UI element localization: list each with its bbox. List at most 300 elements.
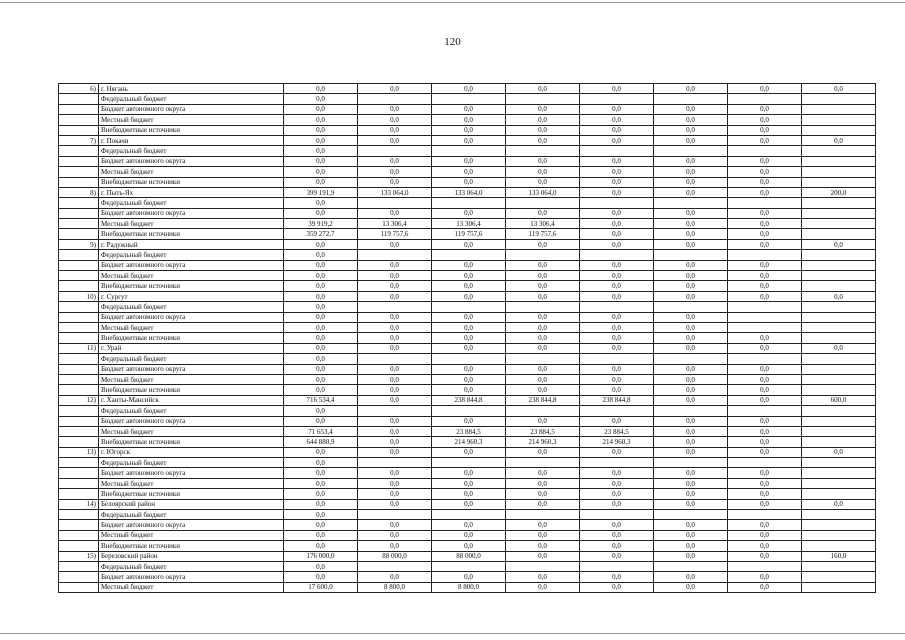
value-cell [802, 572, 876, 582]
value-cell: 0,0 [654, 385, 728, 395]
table-row [59, 489, 876, 499]
value-cell: 0,0 [358, 167, 432, 177]
value-cell: 0,0 [506, 177, 580, 187]
row-number-cell [59, 582, 99, 592]
value-cell: 13 306,4 [506, 219, 580, 229]
value-cell: 0,0 [358, 478, 432, 488]
value-cell: 0,0 [432, 343, 506, 353]
value-cell: 23 884,5 [580, 426, 654, 436]
value-cell [728, 561, 802, 571]
value-cell: 0,0 [654, 520, 728, 530]
value-cell: 0,0 [728, 260, 802, 270]
value-cell [802, 582, 876, 592]
value-cell: 0,0 [358, 104, 432, 114]
table-row [59, 478, 876, 488]
value-cell: 0,0 [728, 333, 802, 343]
value-cell: 0,0 [580, 312, 654, 322]
value-cell: 0,0 [728, 135, 802, 145]
value-cell: 0,0 [506, 572, 580, 582]
value-cell [432, 250, 506, 260]
value-cell: 0,0 [728, 208, 802, 218]
value-cell: 0,0 [432, 530, 506, 540]
value-cell: 0,0 [284, 146, 358, 156]
value-cell: 0,0 [506, 541, 580, 551]
value-cell: 0,0 [580, 322, 654, 332]
value-cell [802, 125, 876, 135]
value-cell: 0,0 [284, 84, 358, 94]
table-row [59, 135, 876, 145]
value-cell: 133 064,0 [432, 187, 506, 197]
table-row [59, 354, 876, 364]
row-number-cell [59, 302, 99, 312]
value-cell: 0,0 [506, 125, 580, 135]
value-cell: 0,0 [432, 239, 506, 249]
value-cell [580, 94, 654, 104]
value-cell: 133 064,0 [506, 187, 580, 197]
row-name-cell: Внебюджетные источники [99, 437, 284, 447]
row-name-cell: Федеральный бюджет [99, 561, 284, 571]
table-row [59, 385, 876, 395]
table-row [59, 167, 876, 177]
row-name-cell: Местный бюджет [99, 167, 284, 177]
value-cell: 0,0 [728, 343, 802, 353]
row-name-cell: г. Югорск [99, 447, 284, 457]
row-name-cell: Местный бюджет [99, 322, 284, 332]
row-name-cell: Федеральный бюджет [99, 250, 284, 260]
value-cell [728, 322, 802, 332]
value-cell: 0,0 [728, 541, 802, 551]
table-row [59, 250, 876, 260]
row-number-cell [59, 229, 99, 239]
table-row [59, 447, 876, 457]
value-cell: 214 960,3 [432, 437, 506, 447]
value-cell: 0,0 [580, 135, 654, 145]
value-cell: 0,0 [358, 468, 432, 478]
row-name-cell: Местный бюджет [99, 530, 284, 540]
value-cell: 0,0 [654, 322, 728, 332]
value-cell: 0,0 [284, 135, 358, 145]
value-cell: 0,0 [580, 489, 654, 499]
value-cell [802, 312, 876, 322]
value-cell: 0,0 [728, 271, 802, 281]
value-cell: 0,0 [728, 104, 802, 114]
value-cell [358, 302, 432, 312]
value-cell [728, 198, 802, 208]
value-cell: 0,0 [728, 437, 802, 447]
value-cell: 238 844,8 [432, 395, 506, 405]
value-cell [654, 146, 728, 156]
row-number-cell [59, 104, 99, 114]
table-row [59, 541, 876, 551]
row-number-cell: 12) [59, 395, 99, 405]
value-cell [580, 302, 654, 312]
value-cell: 0,0 [580, 343, 654, 353]
value-cell: 0,0 [358, 374, 432, 384]
value-cell: 600,0 [802, 395, 876, 405]
value-cell: 0,0 [654, 416, 728, 426]
value-cell: 0,0 [358, 499, 432, 509]
value-cell [654, 94, 728, 104]
value-cell [506, 406, 580, 416]
value-cell: 0,0 [506, 551, 580, 561]
value-cell: 0,0 [728, 385, 802, 395]
value-cell [358, 458, 432, 468]
table-row [59, 510, 876, 520]
value-cell: 0,0 [432, 156, 506, 166]
value-cell [506, 198, 580, 208]
value-cell: 0,0 [654, 426, 728, 436]
value-cell [580, 406, 654, 416]
row-name-cell: Внебюджетные источники [99, 541, 284, 551]
table-row [59, 561, 876, 571]
value-cell: 0,0 [506, 156, 580, 166]
value-cell: 0,0 [802, 447, 876, 457]
table-row [59, 572, 876, 582]
value-cell [802, 426, 876, 436]
value-cell: 0,0 [728, 239, 802, 249]
row-name-cell: Внебюджетные источники [99, 333, 284, 343]
value-cell: 0,0 [728, 125, 802, 135]
value-cell: 0,0 [728, 167, 802, 177]
value-cell: 0,0 [728, 84, 802, 94]
value-cell: 0,0 [432, 281, 506, 291]
value-cell [358, 561, 432, 571]
value-cell: 0,0 [284, 115, 358, 125]
value-cell: 0,0 [654, 156, 728, 166]
row-name-cell: Бюджет автономного округа [99, 104, 284, 114]
value-cell: 0,0 [432, 447, 506, 457]
row-number-cell [59, 333, 99, 343]
row-name-cell: Внебюджетные источники [99, 489, 284, 499]
row-name-cell: г. Пыть-Ях [99, 187, 284, 197]
table-row [59, 156, 876, 166]
value-cell: 0,0 [802, 135, 876, 145]
row-number-cell: 7) [59, 135, 99, 145]
value-cell: 0,0 [728, 499, 802, 509]
value-cell: 0,0 [654, 343, 728, 353]
value-cell: 0,0 [284, 167, 358, 177]
value-cell [802, 229, 876, 239]
value-cell: 0,0 [728, 489, 802, 499]
row-name-cell: Внебюджетные источники [99, 125, 284, 135]
value-cell: 0,0 [358, 541, 432, 551]
value-cell: 23 884,5 [432, 426, 506, 436]
value-cell: 0,0 [506, 530, 580, 540]
value-cell: 0,0 [654, 333, 728, 343]
row-number-cell [59, 561, 99, 571]
value-cell: 0,0 [284, 530, 358, 540]
value-cell: 0,0 [580, 530, 654, 540]
value-cell: 0,0 [506, 385, 580, 395]
table-row [59, 426, 876, 436]
value-cell: 0,0 [580, 520, 654, 530]
row-number-cell [59, 208, 99, 218]
value-cell: 0,0 [358, 312, 432, 322]
value-cell: 0,0 [432, 84, 506, 94]
value-cell: 0,0 [728, 468, 802, 478]
row-number-cell: 6) [59, 84, 99, 94]
value-cell: 0,0 [654, 478, 728, 488]
table-row [59, 229, 876, 239]
value-cell [506, 354, 580, 364]
value-cell: 0,0 [432, 416, 506, 426]
value-cell: 0,0 [580, 291, 654, 301]
value-cell: 0,0 [802, 291, 876, 301]
value-cell: 0,0 [358, 125, 432, 135]
value-cell [728, 354, 802, 364]
value-cell: 0,0 [654, 499, 728, 509]
value-cell [802, 322, 876, 332]
value-cell: 0,0 [358, 489, 432, 499]
value-cell: 0,0 [580, 333, 654, 343]
table-row [59, 291, 876, 301]
row-number-cell: 13) [59, 447, 99, 457]
value-cell: 39 919,2 [284, 219, 358, 229]
value-cell [802, 281, 876, 291]
row-name-cell: Бюджет автономного округа [99, 572, 284, 582]
value-cell: 0,0 [284, 343, 358, 353]
table-row [59, 104, 876, 114]
row-number-cell [59, 374, 99, 384]
value-cell [358, 406, 432, 416]
value-cell: 88 000,0 [432, 551, 506, 561]
value-cell: 0,0 [358, 520, 432, 530]
row-number-cell [59, 572, 99, 582]
value-cell: 0,0 [654, 447, 728, 457]
value-cell: 0,0 [506, 489, 580, 499]
value-cell: 0,0 [284, 302, 358, 312]
row-number-cell: 15) [59, 551, 99, 561]
value-cell: 17 600,0 [284, 582, 358, 592]
value-cell: 0,0 [284, 406, 358, 416]
value-cell: 0,0 [432, 322, 506, 332]
row-name-cell: г. Сургут [99, 291, 284, 301]
value-cell: 0,0 [284, 489, 358, 499]
table-row [59, 406, 876, 416]
value-cell [506, 94, 580, 104]
value-cell: 0,0 [284, 416, 358, 426]
value-cell [654, 458, 728, 468]
value-cell: 0,0 [580, 582, 654, 592]
row-name-cell: Бюджет автономного округа [99, 156, 284, 166]
row-name-cell: Внебюджетные источники [99, 385, 284, 395]
value-cell: 0,0 [284, 510, 358, 520]
value-cell: 0,0 [802, 84, 876, 94]
value-cell: 0,0 [284, 260, 358, 270]
row-number-cell [59, 250, 99, 260]
value-cell [802, 302, 876, 312]
table-row [59, 271, 876, 281]
value-cell: 0,0 [580, 167, 654, 177]
value-cell [728, 94, 802, 104]
row-number-cell [59, 198, 99, 208]
value-cell: 0,0 [654, 219, 728, 229]
row-name-cell: Местный бюджет [99, 582, 284, 592]
value-cell: 0,0 [506, 312, 580, 322]
value-cell: 0,0 [358, 291, 432, 301]
value-cell [432, 302, 506, 312]
value-cell: 8 800,0 [358, 582, 432, 592]
row-number-cell [59, 426, 99, 436]
value-cell: 0,0 [358, 395, 432, 405]
value-cell: 0,0 [580, 447, 654, 457]
value-cell: 160,0 [802, 551, 876, 561]
table-row [59, 437, 876, 447]
value-cell [432, 354, 506, 364]
table-row [59, 177, 876, 187]
value-cell: 0,0 [580, 187, 654, 197]
value-cell: 0,0 [506, 84, 580, 94]
value-cell: 0,0 [654, 364, 728, 374]
value-cell: 238 844,8 [580, 395, 654, 405]
value-cell: 0,0 [284, 468, 358, 478]
value-cell: 0,0 [284, 520, 358, 530]
row-number-cell [59, 406, 99, 416]
value-cell: 0,0 [580, 541, 654, 551]
value-cell: 119 757,6 [506, 229, 580, 239]
value-cell: 0,0 [284, 156, 358, 166]
value-cell: 0,0 [358, 156, 432, 166]
value-cell: 0,0 [358, 84, 432, 94]
value-cell: 0,0 [358, 115, 432, 125]
value-cell [802, 385, 876, 395]
value-cell [802, 364, 876, 374]
value-cell: 0,0 [802, 343, 876, 353]
value-cell: 0,0 [728, 187, 802, 197]
value-cell: 0,0 [432, 167, 506, 177]
value-cell: 0,0 [728, 156, 802, 166]
value-cell [506, 302, 580, 312]
value-cell: 0,0 [654, 135, 728, 145]
value-cell: 644 880,9 [284, 437, 358, 447]
value-cell: 0,0 [358, 364, 432, 374]
value-cell: 0,0 [284, 333, 358, 343]
value-cell: 0,0 [506, 281, 580, 291]
value-cell: 0,0 [654, 312, 728, 322]
value-cell: 0,0 [728, 374, 802, 384]
row-number-cell [59, 530, 99, 540]
value-cell [358, 250, 432, 260]
row-name-cell: Бюджет автономного округа [99, 520, 284, 530]
row-number-cell [59, 510, 99, 520]
value-cell [654, 302, 728, 312]
value-cell [802, 104, 876, 114]
row-name-cell: Местный бюджет [99, 374, 284, 384]
value-cell: 0,0 [358, 239, 432, 249]
table-row [59, 364, 876, 374]
value-cell: 0,0 [728, 364, 802, 374]
row-name-cell: Федеральный бюджет [99, 94, 284, 104]
value-cell: 0,0 [432, 260, 506, 270]
row-number-cell [59, 478, 99, 488]
row-number-cell [59, 468, 99, 478]
value-cell [506, 510, 580, 520]
value-cell: 359 272,7 [284, 229, 358, 239]
value-cell: 0,0 [654, 177, 728, 187]
row-number-cell: 14) [59, 499, 99, 509]
value-cell: 0,0 [654, 208, 728, 218]
value-cell [802, 167, 876, 177]
value-cell: 0,0 [580, 364, 654, 374]
row-name-cell: Местный бюджет [99, 271, 284, 281]
value-cell: 0,0 [284, 250, 358, 260]
row-number-cell: 11) [59, 343, 99, 353]
row-name-cell: г. Урай [99, 343, 284, 353]
value-cell: 0,0 [358, 135, 432, 145]
value-cell: 88 000,0 [358, 551, 432, 561]
row-number-cell [59, 458, 99, 468]
value-cell [802, 208, 876, 218]
value-cell: 0,0 [284, 354, 358, 364]
value-cell [728, 406, 802, 416]
value-cell: 0,0 [506, 520, 580, 530]
row-number-cell [59, 416, 99, 426]
table-row [59, 302, 876, 312]
row-name-cell: Бюджет автономного округа [99, 416, 284, 426]
value-cell [506, 146, 580, 156]
value-cell: 0,0 [580, 416, 654, 426]
value-cell: 0,0 [728, 177, 802, 187]
row-name-cell: Федеральный бюджет [99, 198, 284, 208]
value-cell [802, 406, 876, 416]
row-number-cell [59, 489, 99, 499]
row-number-cell [59, 146, 99, 156]
value-cell [432, 146, 506, 156]
value-cell: 0,0 [284, 271, 358, 281]
value-cell [654, 354, 728, 364]
value-cell: 0,0 [284, 208, 358, 218]
value-cell: 0,0 [506, 333, 580, 343]
value-cell: 0,0 [654, 104, 728, 114]
value-cell: 0,0 [358, 177, 432, 187]
value-cell: 0,0 [506, 291, 580, 301]
value-cell [432, 406, 506, 416]
value-cell [802, 416, 876, 426]
value-cell: 0,0 [580, 156, 654, 166]
value-cell: 0,0 [432, 333, 506, 343]
value-cell [802, 115, 876, 125]
value-cell: 0,0 [654, 551, 728, 561]
value-cell [802, 561, 876, 571]
value-cell [728, 250, 802, 260]
value-cell [802, 94, 876, 104]
row-number-cell [59, 115, 99, 125]
value-cell: 0,0 [654, 281, 728, 291]
value-cell: 0,0 [358, 281, 432, 291]
value-cell: 0,0 [284, 281, 358, 291]
value-cell: 0,0 [432, 478, 506, 488]
value-cell [580, 250, 654, 260]
value-cell: 0,0 [284, 291, 358, 301]
value-cell: 0,0 [728, 219, 802, 229]
value-cell: 0,0 [432, 468, 506, 478]
value-cell [802, 146, 876, 156]
value-cell [432, 510, 506, 520]
value-cell: 0,0 [284, 198, 358, 208]
table-row [59, 333, 876, 343]
value-cell: 0,0 [432, 364, 506, 374]
value-cell: 0,0 [506, 167, 580, 177]
value-cell: 0,0 [654, 229, 728, 239]
value-cell: 0,0 [284, 104, 358, 114]
value-cell: 0,0 [580, 115, 654, 125]
value-cell: 0,0 [284, 458, 358, 468]
value-cell [358, 94, 432, 104]
value-cell: 23 884,5 [506, 426, 580, 436]
value-cell [802, 260, 876, 270]
value-cell [802, 156, 876, 166]
row-number-cell [59, 271, 99, 281]
